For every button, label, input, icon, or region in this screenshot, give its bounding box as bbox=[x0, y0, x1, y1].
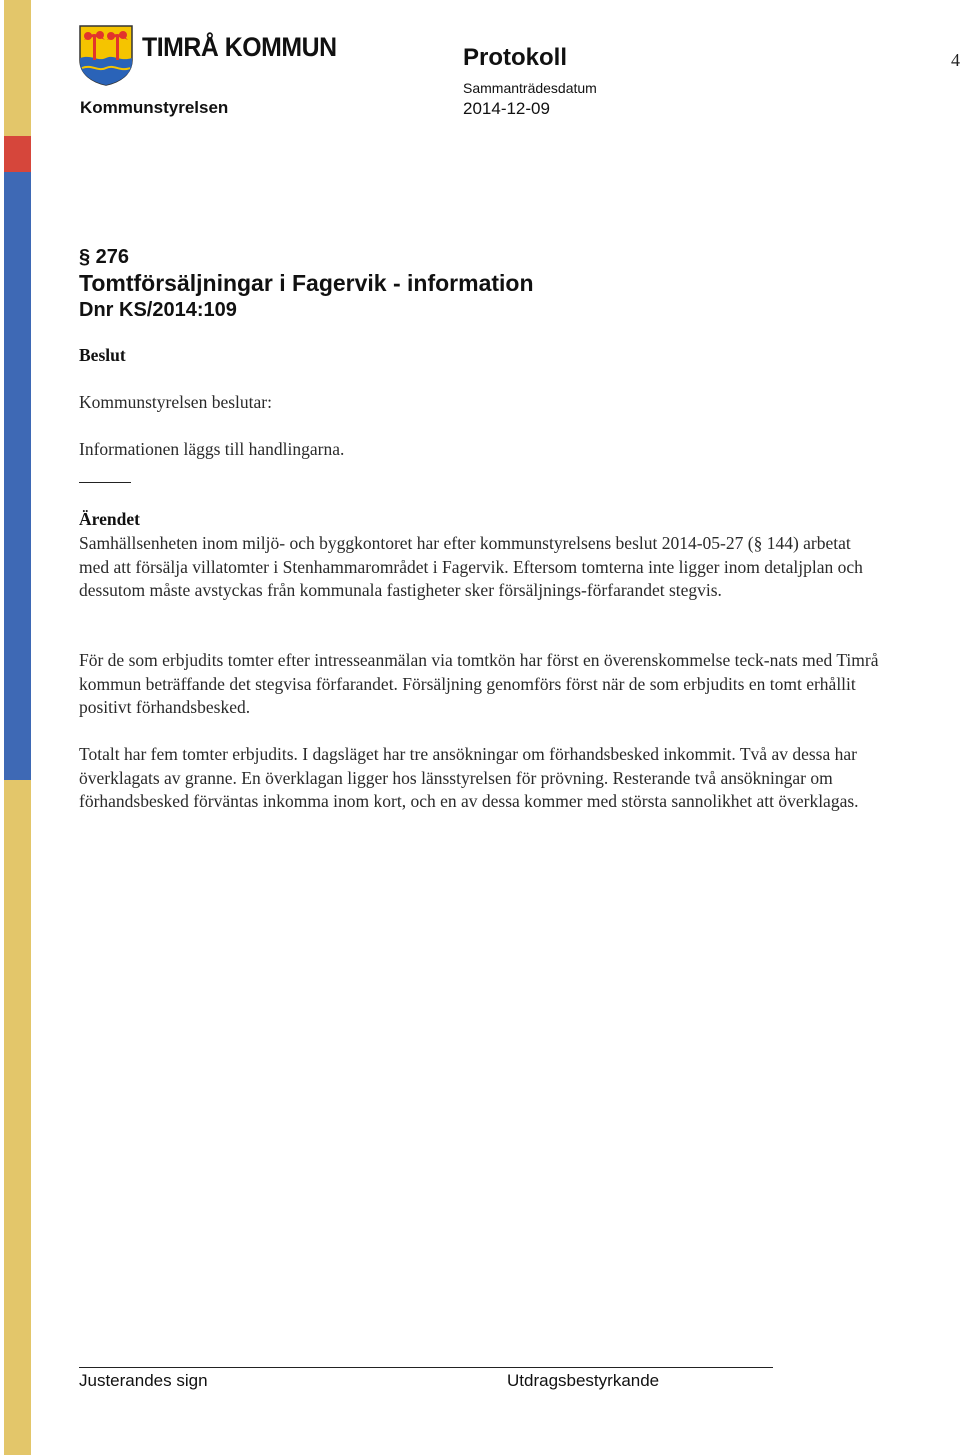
document-type: Protokoll bbox=[463, 44, 568, 71]
signature-label: Justerandes sign bbox=[79, 1371, 208, 1390]
matter-heading-block bbox=[79, 508, 884, 532]
side-stripe-red bbox=[4, 136, 31, 172]
matter-paragraph-2-block bbox=[79, 649, 884, 720]
decision-intro-block bbox=[79, 391, 884, 415]
matter-paragraph: För de som erbjudits tomter efter intresseanmälan via tomtkön har först en överenskommelse teck-nats med Timrå kommun beträffande det stegvisa förfarandet. Försäljning genomförs först när de som erbjudits en tomt erhållit positivt förhandsbesked. bbox=[79, 650, 879, 718]
decision-text: Informationen läggs till handlingarna. bbox=[79, 439, 345, 459]
side-stripe-blue bbox=[4, 172, 31, 780]
section-number: § 276 bbox=[79, 246, 130, 268]
matter-paragraph-3-block bbox=[79, 743, 884, 814]
page-number: 4 bbox=[951, 50, 960, 70]
matter-heading: Ärendet bbox=[79, 509, 140, 529]
separator-rule bbox=[79, 482, 131, 483]
matter-paragraph-1-block bbox=[79, 532, 884, 603]
certification-label: Utdragsbestyrkande bbox=[507, 1371, 660, 1390]
meeting-date-label: Sammanträdesdatum bbox=[463, 80, 597, 96]
side-stripe-yellow-top bbox=[4, 0, 31, 136]
section-heading bbox=[79, 244, 534, 323]
brand-wordmark: TIMRÅ KOMMUN bbox=[142, 32, 337, 62]
matter-paragraph: Totalt har fem tomter erbjudits. I dagsläget har tre ansökningar om förhandsbesked inkommit. Två av dessa har överklagats av granne. En överklagan ligger hos länsstyrelsen för prövning. Resterande två ansökningar om förhandsbesked förväntas inkomma inom kort, och en av dessa kommer med största sannolikhet att överklagas. bbox=[79, 744, 859, 812]
organization-name: Kommunstyrelsen bbox=[80, 98, 229, 117]
decision-heading: Beslut bbox=[79, 345, 126, 365]
matter-paragraph: Samhällsenheten inom miljö- och byggkontoret har efter kommunstyrelsens beslut 2014-05-27 (§ 144) arbetat med att försälja villatomter i Stenhammarområdet i Fagervik. Eftersom tomterna inte ligger inom detaljplan och dessutom måste avstyckas från kommunala fastigheter sker försäljnings-förfarandet stegvis. bbox=[79, 533, 863, 601]
footer-line bbox=[79, 1367, 773, 1368]
section-title: Tomtförsäljningar i Fagervik - information bbox=[79, 270, 534, 296]
decision-heading-block bbox=[79, 344, 884, 368]
case-number: Dnr KS/2014:109 bbox=[79, 299, 237, 321]
meeting-date-value: 2014-12-09 bbox=[463, 99, 550, 118]
coat-of-arms-logo bbox=[78, 24, 134, 86]
decision-intro: Kommunstyrelsen beslutar: bbox=[79, 392, 272, 412]
decision-text-block bbox=[79, 438, 884, 462]
side-stripe-yellow-bottom bbox=[4, 780, 31, 1455]
